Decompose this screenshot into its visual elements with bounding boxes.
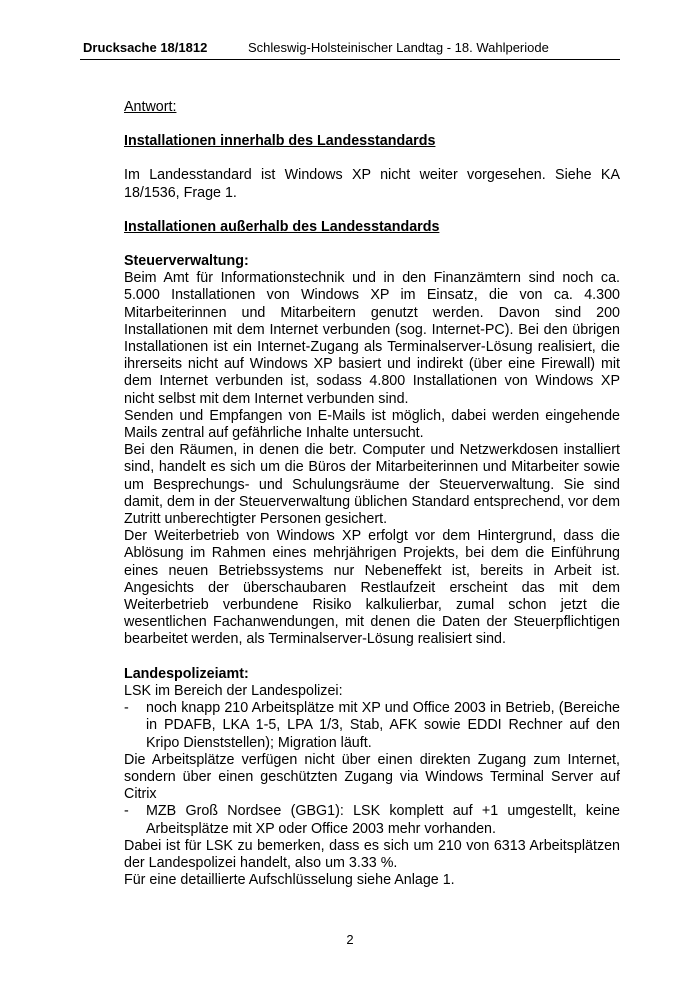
parliament-title: Schleswig-Holsteinischer Landtag - 18. Wahlperiode bbox=[248, 40, 549, 55]
police-paragraph-access: Die Arbeitsplätze verfügen nicht über einen direkten Zugang zum Internet, sondern über einen geschützten Zugang via Windows Terminal Server auf Citrix bbox=[124, 751, 620, 803]
subheading-state-police: Landespolizeiamt: bbox=[124, 665, 249, 682]
document-number: Drucksache 18/1812 bbox=[83, 40, 208, 55]
answer-label: Antwort: bbox=[124, 99, 177, 115]
bullet-marker: - bbox=[124, 803, 129, 820]
header-divider bbox=[80, 59, 620, 60]
police-bullet-workstations: noch knapp 210 Arbeitsplätze mit XP und Office 2003 in Betrieb, (Bereiche in PDAFB, LKA 1-5, LPA 1/3, Stab, AFK sowie EDDI Rechner auf den Kripo Dienststellen); Migration läuft. bbox=[146, 700, 620, 751]
paragraph-spacer bbox=[124, 649, 620, 666]
police-paragraph-note: Dabei ist für LSK zu bemerken, dass es sich um 210 von 6313 Arbeitsplätzen der Landespolizei handelt, also um 3.33 %. bbox=[124, 837, 620, 871]
page-number: 2 bbox=[346, 932, 354, 947]
document-body bbox=[124, 99, 620, 889]
police-intro: LSK im Bereich der Landespolizei: bbox=[124, 682, 343, 699]
section-text-inside-standard: Im Landesstandard ist Windows XP nicht weiter vorgesehen. Siehe KA 18/1536, Frage 1. bbox=[124, 167, 620, 201]
section-heading-inside-standard: Installationen innerhalb des Landesstandards bbox=[124, 133, 436, 150]
tax-paragraph-installations: Beim Amt für Informationstechnik und in den Finanzämtern sind noch ca. 5.000 Installationen von Windows XP im Einsatz, die von ca. 4.300 Mitarbeiterinnen und Mitarbeitern genutzt werden. Davon sind 200 Installationen mit dem Internet verbunden (sog. Internet-PC). Bei den übrigen Installationen ist ein Internet-Zugang als Terminalserver-Lösung realisiert, die ihrerseits nicht auf Windows XP basiert und indirekt (über eine Firewall) mit dem Internet verbunden ist, sodass 4.800 Installationen von Windows XP nicht selbst mit dem Internet verbunden sind. bbox=[124, 270, 620, 407]
subheading-tax-administration: Steuerverwaltung: bbox=[124, 253, 249, 270]
tax-paragraph-continued-operation: Der Weiterbetrieb von Windows XP erfolgt vor dem Hintergrund, dass die Ablösung im Rahmen eines mehrjährigen Projekts, bei dem die Einführung eines neuen Betriebssystems nur Nebeneffekt ist, bereits in Arbeit ist. Angesichts der überschaubaren Restlaufzeit erscheint das mit dem Weiterbetrieb verbundene Risiko kalkulierbar, zumal schon jetzt die wesentlichen Fachanwendungen, mit denen die Daten der Steuerpflichtigen bearbeitet werden, als Terminalserver-Lösung realisiert sind. bbox=[124, 528, 620, 648]
police-paragraph-annex: Für eine detaillierte Aufschlüsselung siehe Anlage 1. bbox=[124, 872, 455, 889]
list-item bbox=[124, 803, 620, 837]
section-heading-outside-standard: Installationen außerhalb des Landesstandards bbox=[124, 218, 440, 235]
tax-paragraph-rooms: Bei den Räumen, in denen die betr. Computer und Netzwerkdosen installiert sind, handelt es sich um die Büros der Mitarbeiterinnen und Mitarbeiter sowie um Besprechungs- und Schulungsräume der Steuerverwaltung. Sie sind damit, dem in der Steuerverwaltung üblichen Standard entsprechend, vor dem Zutritt unberechtigter Personen gesichert. bbox=[124, 442, 620, 528]
list-item bbox=[124, 700, 620, 752]
bullet-marker: - bbox=[124, 700, 129, 717]
police-bullet-mzb: MZB Groß Nordsee (GBG1): LSK komplett auf +1 umgestellt, keine Arbeitsplätze mit XP oder Office 2003 mehr vorhanden. bbox=[146, 803, 620, 837]
tax-paragraph-email: Senden und Empfangen von E-Mails ist möglich, dabei werden eingehende Mails zentral auf gefährliche Inhalte untersucht. bbox=[124, 407, 620, 442]
